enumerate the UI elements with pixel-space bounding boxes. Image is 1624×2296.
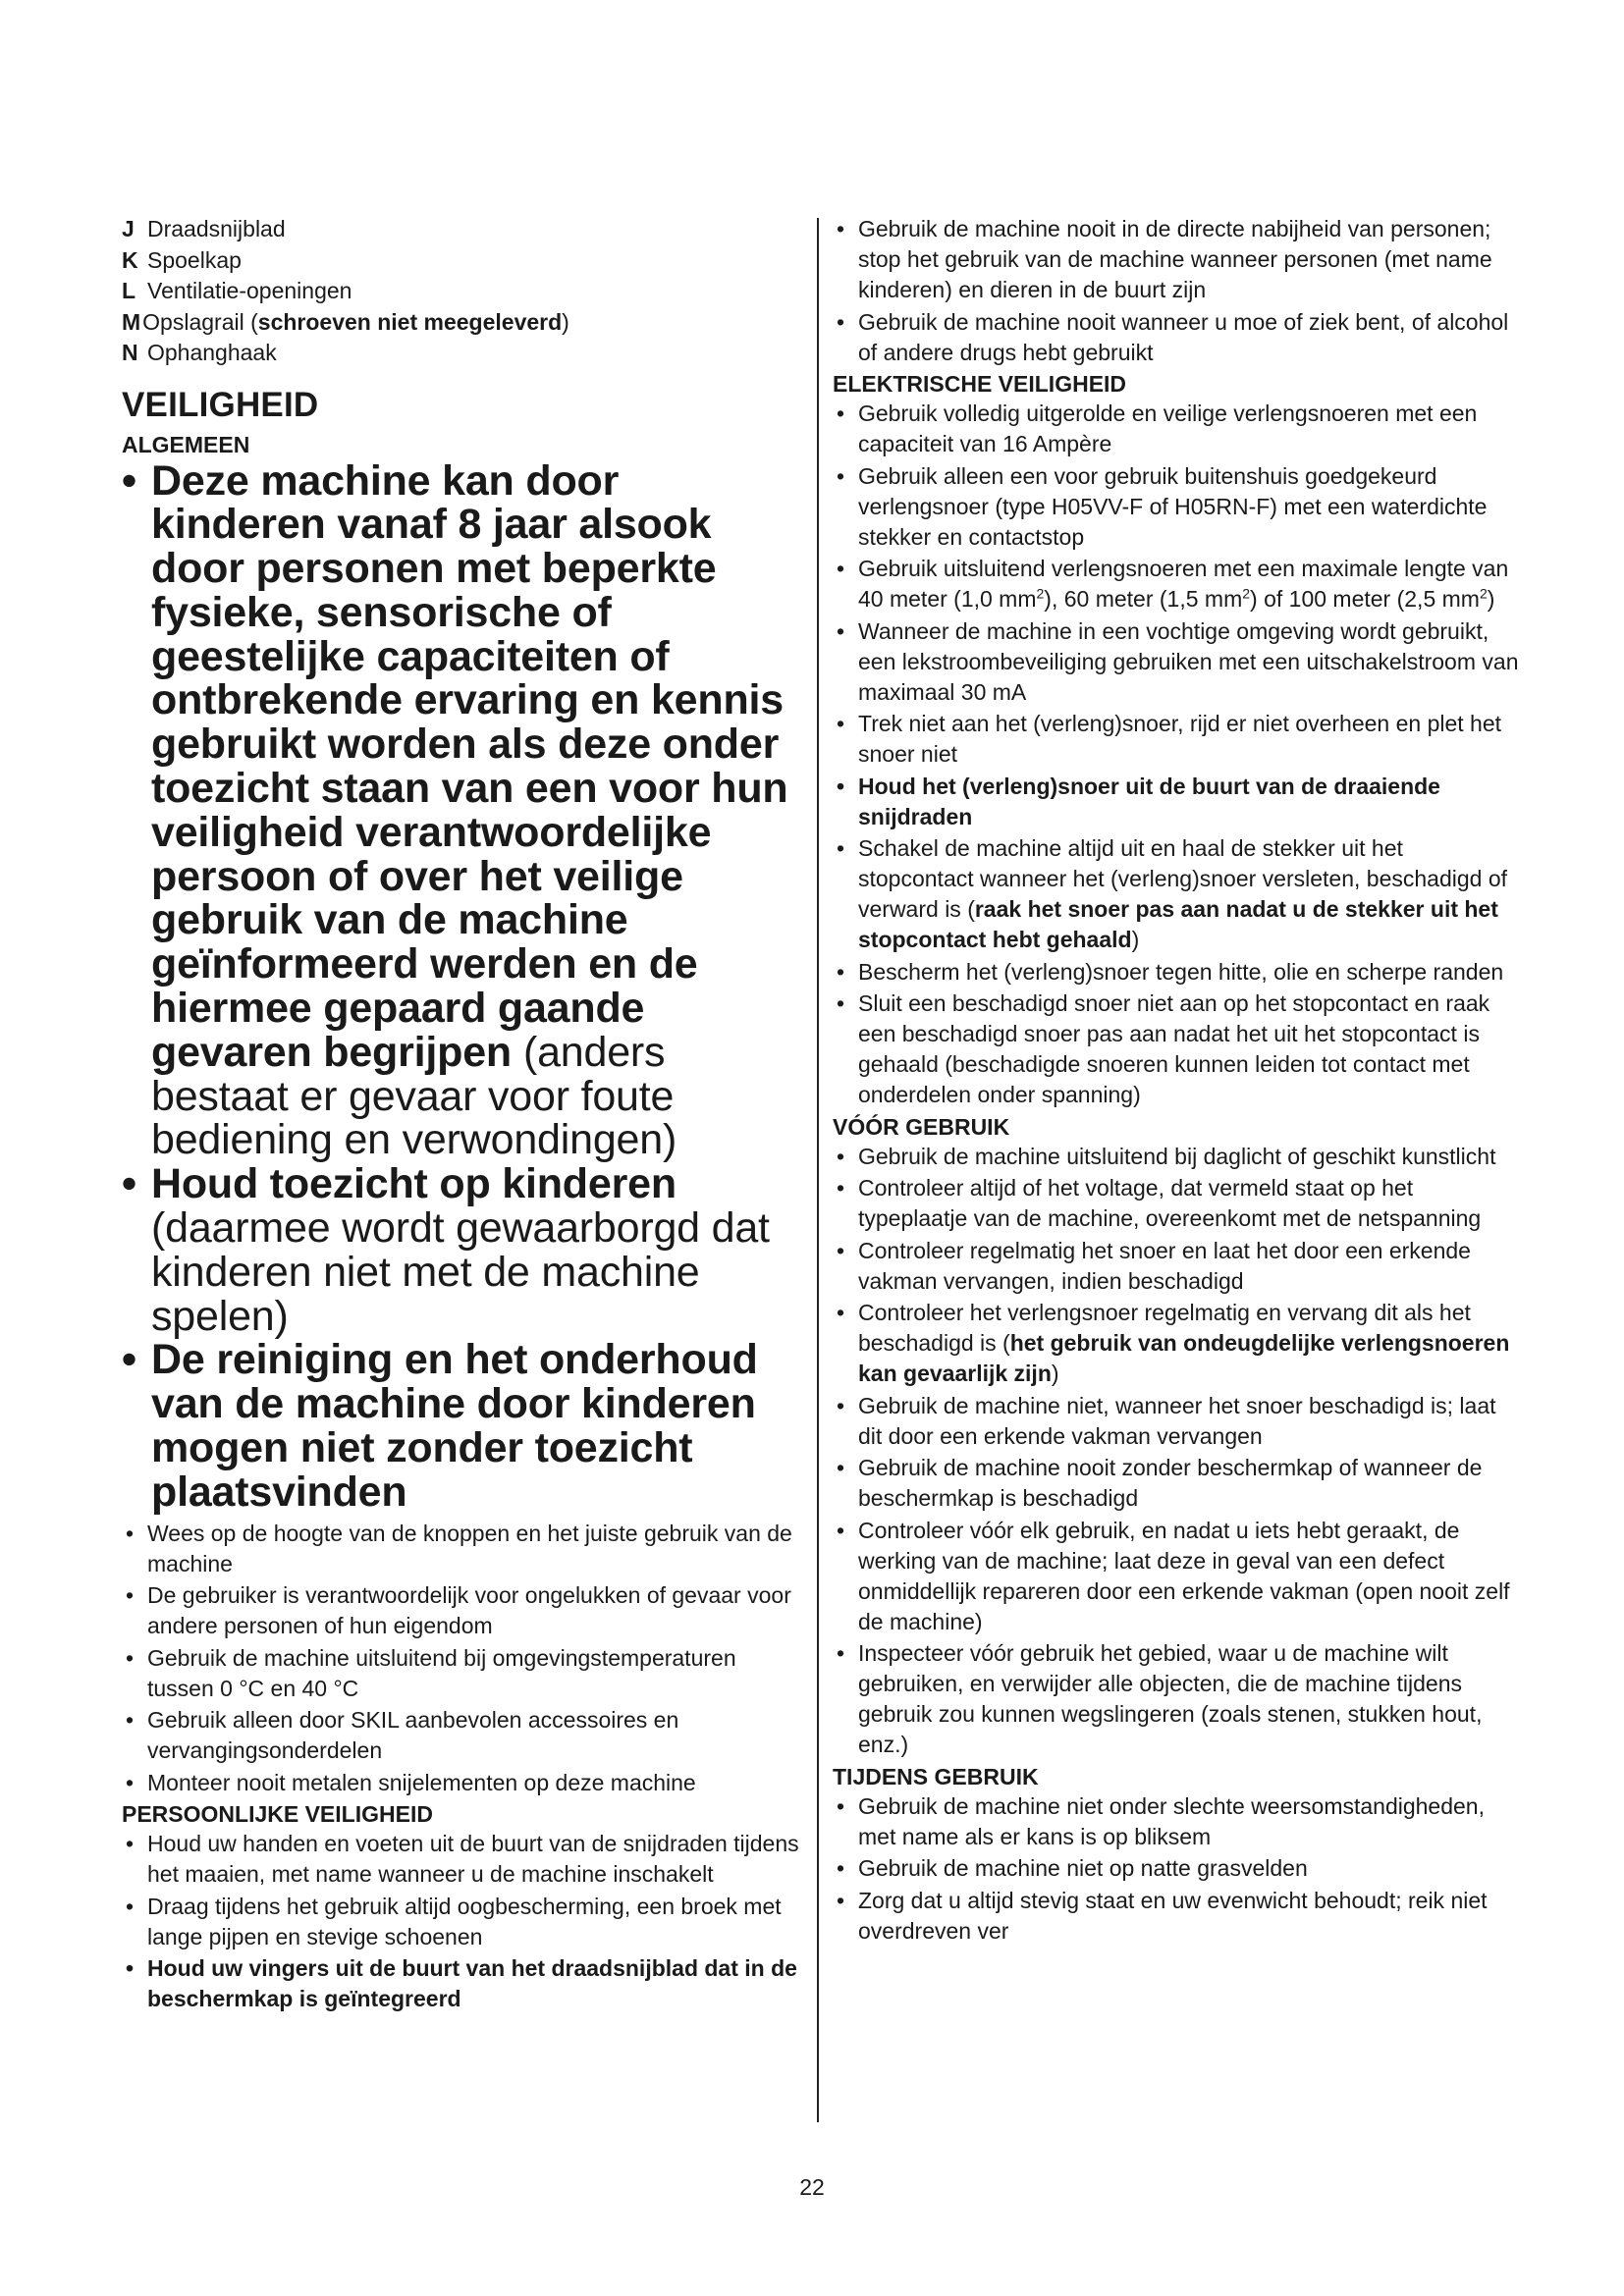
list-item: • Wees op de hoogte van de knoppen en het juiste gebruik van de machine <box>122 1519 799 1579</box>
legend-item: MOpslagrail (schroeven niet meegeleverd) <box>122 308 569 335</box>
list-item: • Sluit een beschadigd snoer niet aan op het stopcontact en raak een beschadigd snoer pas aan nadat het uit het stopcontact is gehaald (beschadigde snoeren kunnen leiden tot contact met onderdelen onder spanning) <box>833 988 1520 1110</box>
legend-item: L Ventilatie-openingen <box>122 278 352 303</box>
list-item: • Schakel de machine altijd uit en haal de stekker uit het stopcontact wanneer het (verleng)snoer versleten, beschadigd of verward is (raak het snoer pas aan nadat u de stekker uit het stopcontact hebt gehaald) <box>833 833 1520 955</box>
warning-list <box>122 456 799 1516</box>
legend-item: K Spoelkap <box>122 246 242 273</box>
list-item: • Controleer regelmatig het snoer en laat het door een erkende vakman vervangen, indien beschadigd <box>833 1236 1520 1297</box>
heading-voor-gebruik: VÓÓR GEBRUIK <box>833 1113 1010 1140</box>
electrical-list <box>833 399 1520 1110</box>
list-item: • Gebruik de machine uitsluitend bij daglicht of geschikt kunstlicht <box>833 1142 1520 1172</box>
list-item: • Gebruik de machine nooit wanneer u moe of ziek bent, of alcohol of andere drugs hebt gebruikt <box>833 307 1520 368</box>
right-column <box>833 214 1520 1948</box>
list-item: • Bescherm het (verleng)snoer tegen hitte, olie en scherpe randen <box>833 957 1520 988</box>
list-item: • Gebruik uitsluitend verlengsnoeren met een maximale lengte van 40 meter (1,0 $mm^2$), 60 meter (1,5 $mm^2$) of 100 meter (2,5 $mm^2$) <box>833 554 1520 614</box>
list-item: • Gebruik alleen een voor gebruik buitenshuis goedgekeurd verlengsnoer (type H05VV-F of H05RN-F) met een waterdichte stekker en contactstop <box>833 461 1520 553</box>
heading-algemeen: ALGEMEEN <box>122 431 250 457</box>
list-item: • Gebruik de machine niet op natte grasvelden <box>833 1853 1520 1884</box>
parts-legend <box>122 214 799 369</box>
list-item: • Gebruik de machine niet onder slechte weersomstandigheden, met name als er kans is op bliksem <box>833 1791 1520 1852</box>
warning-item: • Houd toezicht op kinderen (daarmee wordt gewaarborgd dat kinderen niet met de machine spelen) <box>122 1162 799 1338</box>
top-list <box>833 214 1520 368</box>
warning-item: • De reiniging en het onderhoud van de machine door kinderen mogen niet zonder toezicht plaatsvinden <box>122 1338 799 1514</box>
left-column <box>122 214 799 2016</box>
list-item: • Inspecteer vóór gebruik het gebied, waar u de machine wilt gebruiken, en verwijder alle objecten, die de machine tijdens gebruik zou kunnen wegslingeren (zoals stenen, stukken hout, enz.) <box>833 1638 1520 1760</box>
list-item: • Gebruik de machine niet, wanneer het snoer beschadigd is; laat dit door een erkende vakman vervangen <box>833 1391 1520 1452</box>
list-item: • Gebruik de machine uitsluitend bij omgevingstemperaturen tussen 0 °C en 40 °C <box>122 1643 799 1704</box>
during-use-list <box>833 1791 1520 1947</box>
list-item: • Monteer nooit metalen snijelementen op deze machine <box>122 1768 799 1798</box>
warning-item: • Deze machine kan door kinderen vanaf 8 jaar alsook door personen met beperkte fysieke, sensorische of geestelijke capaciteiten of ontbrekende ervaring en kennis gebruikt worden als deze onder toezicht staan van een voor hun veiligheid verantwoordelijke persoon of over het veilige gebruik van de machine geïnformeerd werden en de hiermee gepaard gaande gevaren begrijpen (anders bestaat er gevaar voor foute bediening en verwondingen) <box>122 459 799 1163</box>
list-item: • Gebruik de machine nooit zonder beschermkap of wanneer de beschermkap is beschadigd <box>833 1453 1520 1514</box>
legend-item: N Ophanghaak <box>122 340 277 365</box>
heading-elektrische-veiligheid: ELEKTRISCHE VEILIGHEID <box>833 371 1127 397</box>
list-item: • Draag tijdens het gebruik altijd oogbescherming, een broek met lange pijpen en stevige schoenen <box>122 1892 799 1952</box>
list-item: • Houd het (verleng)snoer uit de buurt van de draaiende snijdraden <box>833 772 1520 832</box>
list-item: • De gebruiker is verantwoordelijk voor ongelukken of gevaar voor andere personen of hun eigendom <box>122 1580 799 1641</box>
list-item: • Wanneer de machine in een vochtige omgeving wordt gebruikt, een lekstroombeveiliging gebruiken met een uitschakelstroom van maximaal 30 mA <box>833 616 1520 708</box>
before-use-list <box>833 1142 1520 1761</box>
list-item: • Controleer altijd of het voltage, dat vermeld staat op het typeplaatje van de machine, overeenkomt met de netspanning <box>833 1173 1520 1234</box>
list-item: • Controleer vóór elk gebruik, en nadat u iets hebt geraakt, de werking van de machine; laat deze in geval van een defect onmiddellijk repareren door een erkende vakman (open nooit zelf de machine) <box>833 1516 1520 1637</box>
list-item: • Controleer het verlengsnoer regelmatig en vervang dit als het beschadigd is (het gebruik van ondeugdelijke verlengsnoeren kan gevaarlijk zijn) <box>833 1298 1520 1389</box>
legend-item: J Draadsnijblad <box>122 216 286 241</box>
personal-list <box>122 1829 799 2014</box>
list-item: • Gebruik volledig uitgerolde en veilige verlengsnoeren met een capaciteit van 16 Ampère <box>833 399 1520 459</box>
list-item: • Houd uw vingers uit de buurt van het draadsnijblad dat in de beschermkap is geïntegreerd <box>122 1953 799 2014</box>
page-number: 22 <box>799 2174 825 2200</box>
general-list <box>122 1519 799 1798</box>
column-divider <box>817 218 819 2122</box>
heading-veiligheid: VEILIGHEID <box>122 385 319 424</box>
list-item: • Gebruik alleen door SKIL aanbevolen accessoires en vervangingsonderdelen <box>122 1705 799 1766</box>
list-item: • Houd uw handen en voeten uit de buurt van de snijdraden tijdens het maaien, met name wanneer u de machine inschakelt <box>122 1829 799 1890</box>
list-item: • Trek niet aan het (verleng)snoer, rijd er niet overheen en plet het snoer niet <box>833 709 1520 770</box>
list-item: • Zorg dat u altijd stevig staat en uw evenwicht behoudt; reik niet overdreven ver <box>833 1886 1520 1947</box>
heading-persoonlijke-veiligheid: PERSOONLIJKE VEILIGHEID <box>122 1801 433 1828</box>
list-item: • Gebruik de machine nooit in de directe nabijheid van personen; stop het gebruik van de machine wanneer personen (met name kinderen) en dieren in de buurt zijn <box>833 214 1520 305</box>
heading-tijdens-gebruik: TIJDENS GEBRUIK <box>833 1763 1039 1789</box>
